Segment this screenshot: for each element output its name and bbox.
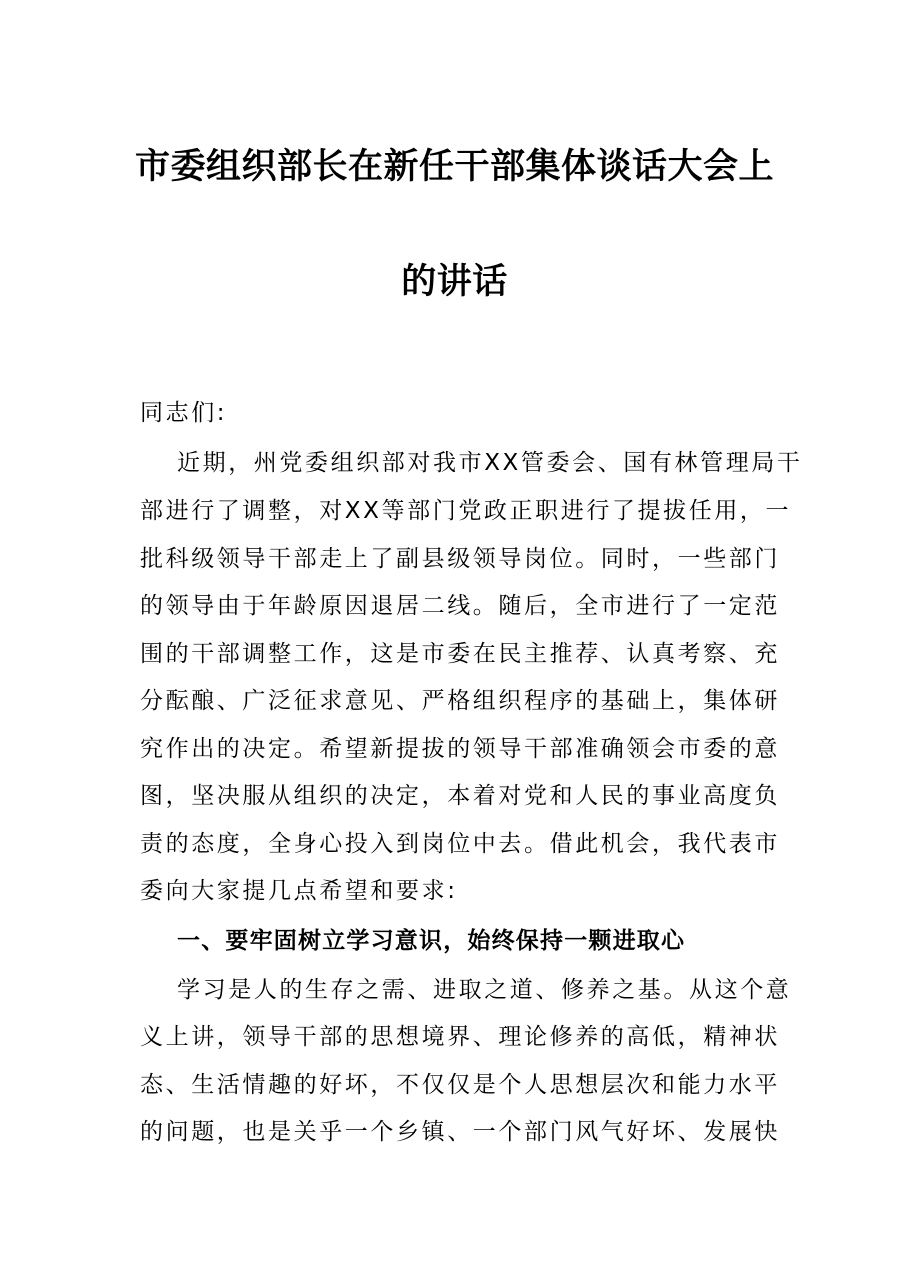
paragraph-1-line: 围的干部调整工作，这是市委在民主推荐、认真考察、充 (140, 641, 780, 667)
paragraph-1-line: 部进行了调整，对XX等部门党政正职进行了提拔任用，一 (140, 498, 792, 524)
paragraph-1-line: 分酝酿、广泛征求意见、严格组织程序的基础上，集体研 (140, 688, 780, 714)
paragraph-2-line: 的问题，也是关乎一个乡镇、一个部门风气好坏、发展快 (140, 1119, 780, 1145)
document-title-line-2: 的讲话 (401, 261, 508, 302)
paragraph-1-line: 的领导由于年龄原因退居二线。随后，全市进行了一定范 (140, 593, 780, 619)
paragraph-1-line: 近期，州党委组织部对我市XX管委会、国有林管理局干 (177, 450, 803, 476)
paragraph-2-line: 态、生活情趣的好坏，不仅仅是个人思想层次和能力水平 (140, 1072, 780, 1098)
section-heading-1: 一、要牢固树立学习意识，始终保持一颗进取心 (177, 928, 686, 954)
paragraph-2-line: 义上讲，领导干部的思想境界、理论修养的高低，精神状 (140, 1024, 780, 1050)
paragraph-1-line: 究作出的决定。希望新提拔的领导干部准确领会市委的意 (140, 736, 780, 762)
salutation: 同志们: (140, 400, 228, 426)
paragraph-1-line: 批科级领导干部走上了副县级领导岗位。同时，一些部门 (140, 546, 780, 572)
paragraph-1-line: 图，坚决服从组织的决定，本着对党和人民的事业高度负 (140, 783, 780, 809)
paragraph-1-line: 责的态度，全身心投入到岗位中去。借此机会，我代表市 (140, 831, 780, 857)
paragraph-1-line: 委向大家提几点希望和要求: (140, 878, 458, 904)
document-title-line-1: 市委组织部长在新任干部集体谈话大会上 (134, 146, 774, 187)
paragraph-2-line: 学习是人的生存之需、进取之道、修养之基。从这个意 (177, 977, 792, 1003)
